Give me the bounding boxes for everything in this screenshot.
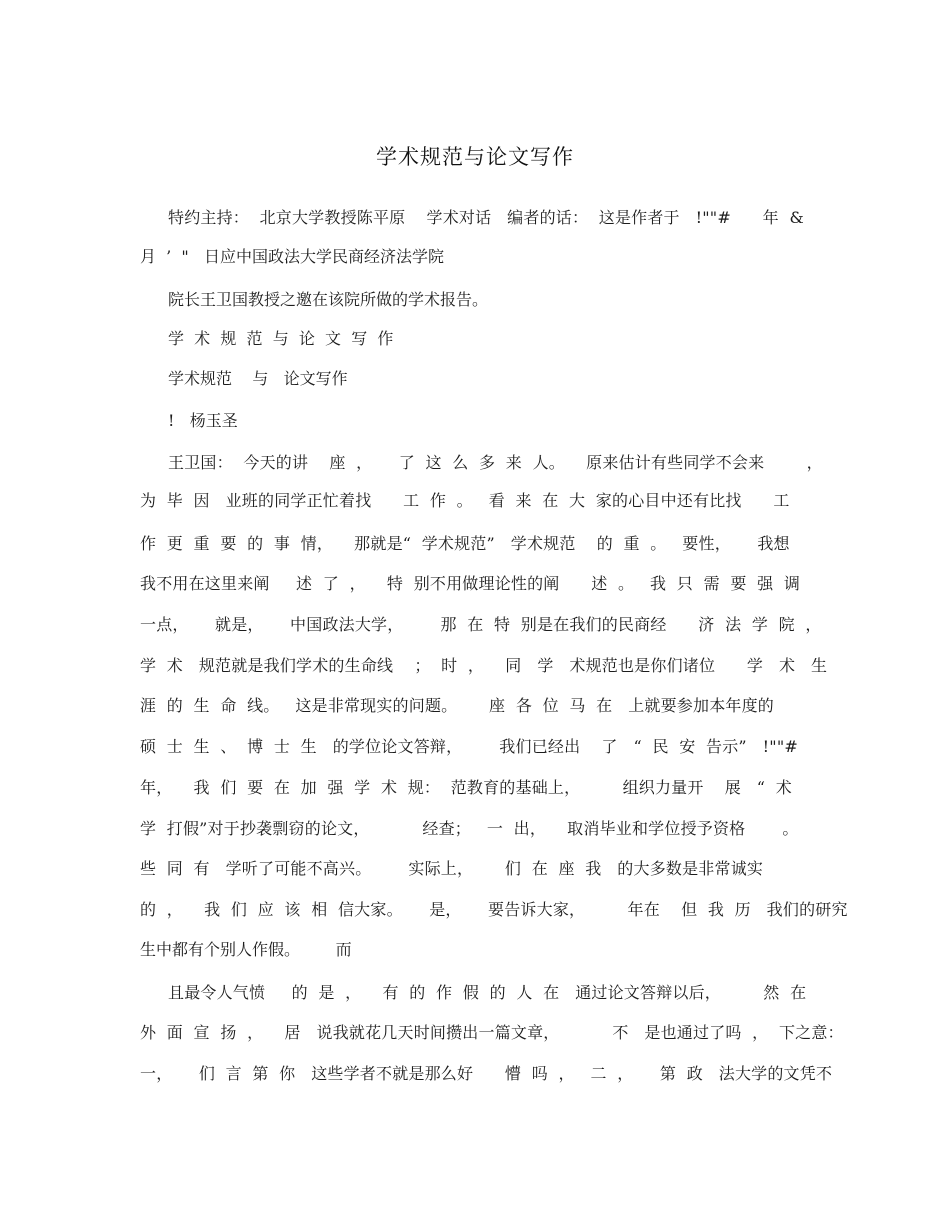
paragraph-line: 一， 们 言 第 你 这些学者不就是那么好 懵 吗 ， 二 ， 第 政 法大学的文凭不 <box>140 1064 833 1083</box>
paragraph-line: 我不用在这里来阐 述 了 ， 特 别不用做理论性的阐 述 。 我 只 需 要 强 调 <box>140 574 801 593</box>
paragraph-line: 学 术 规范就是我们学术的生命线 ； 时 ， 同 学 术规范也是你们诸位 学 术 生 <box>140 656 828 675</box>
paragraph-line: 涯 的 生 命 线。 这是非常现实的问题。 座 各 位 马 在 上就要参加本年度的 <box>140 696 775 715</box>
paragraph-line: 王卫国： 今天的讲 座 ， 了 这 么 多 来 人。 原来估计有些同学不会来 ， <box>168 453 823 472</box>
paragraph-line: 院长王卫国教授之邀在该院所做的学术报告。 <box>168 290 489 309</box>
paragraph-line: 作 更 重 要 的 事 情， 那就是“ 学术规范” 学术规范 的 重 。 要性， 我想 <box>140 534 790 553</box>
paragraph-line: 外 面 宣 扬 ， 居 说我就花几天时间攒出一篇文章， 不 是也通过了吗 ， 下之意： <box>140 1023 844 1042</box>
paragraph-line: 一点， 就是， 中国政法大学， 那 在 特 别是在我们的民商经 济 法 学 院 ， <box>140 615 822 634</box>
paragraph-line: 为 毕 因 业班的同学正忙着找 工 作 。 看 来 在 大 家的心目中还有比找 工 <box>140 491 790 510</box>
document-title: 学术规范与论文写作 <box>376 145 574 169</box>
author-line: ! 杨玉圣 <box>168 411 238 430</box>
paragraph-line: 硕 士 生 、 博 士 生 的学位论文答辩， 我们已经出 了 “ 民 安 告示” !""# <box>140 737 798 756</box>
paragraph-line: 且最令人气愤 的 是 ， 有 的 作 假 的 人 在 通过论文答辩以后， 然 在 <box>168 983 807 1002</box>
paragraph-line: 学术规范 与 论文写作 <box>168 369 348 388</box>
paragraph-line: 年， 我 们 要 在 加 强 学 术 规： 范教育的基础上， 组织力量开 展 “ 术 <box>140 778 792 797</box>
paragraph-line: 生中都有个别人作假。 而 <box>140 940 352 959</box>
paragraph-line: 特约主持： 北京大学教授陈平原 学术对话 编者的话： 这是作者于 !""# 年 & <box>168 208 804 227</box>
paragraph-line: 些 同 有 学听了可能不高兴。 实际上， 们 在 座 我 的大多数是非常诚实 <box>140 859 764 878</box>
paragraph-line: 月 ’ " 日应中国政法大学民商经济法学院 <box>140 247 445 266</box>
paragraph-line: 学 术 规 范 与 论 文 写 作 <box>168 329 394 348</box>
paragraph-line: 的 ， 我 们 应 该 相 信大家。 是， 要告诉大家， 年在 但 我 历 我们的研究 <box>140 900 848 919</box>
paragraph-line: 学 打假”对于抄袭剽窃的论文， 经查； 一 出， 取消毕业和学位授予资格 。 <box>140 819 799 838</box>
